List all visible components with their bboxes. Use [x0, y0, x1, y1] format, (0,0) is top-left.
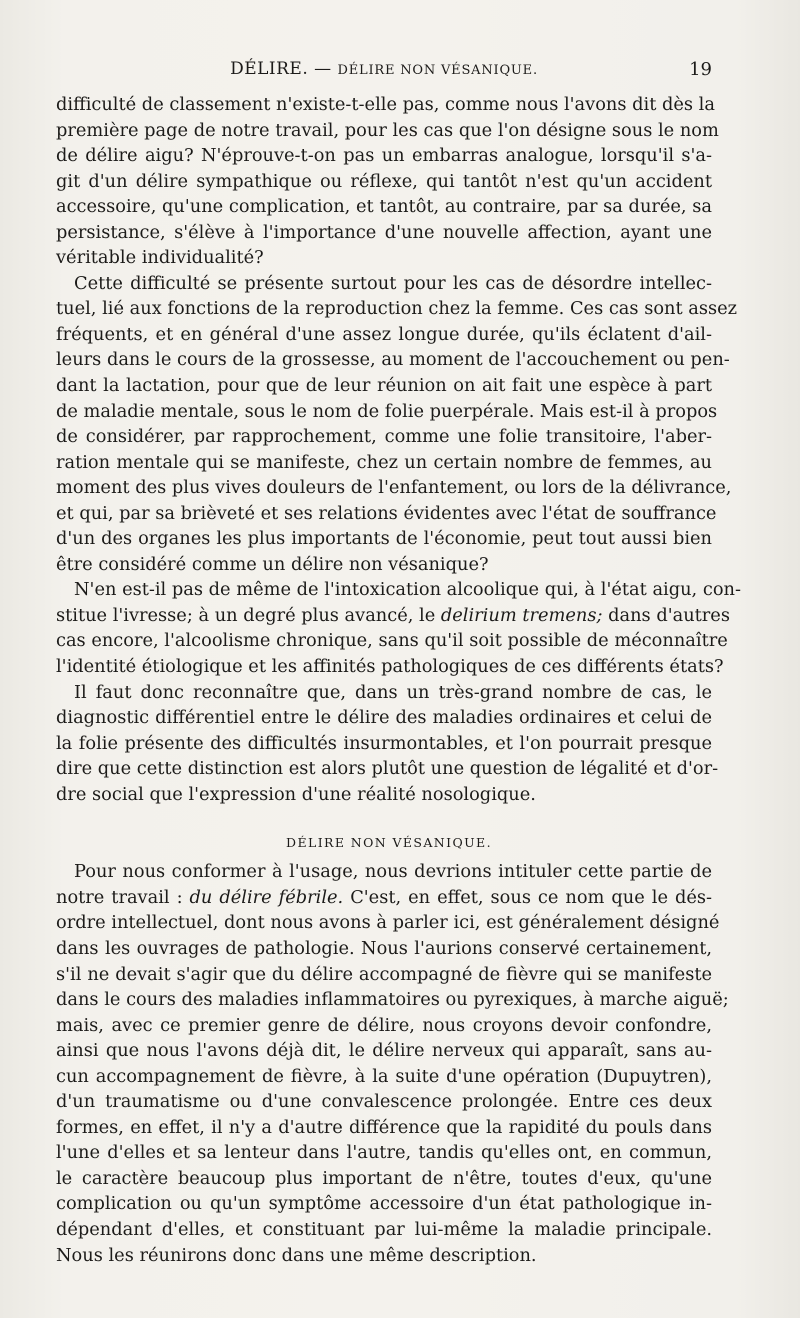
- text-line: Il faut donc reconnaître que, dans un très-grand nombre de cas, le: [74, 681, 712, 703]
- paragraph-4: [56, 680, 719, 808]
- text-line: tuel, lié aux fonctions de la reproduction chez la femme. Ces cas sont assez: [56, 298, 738, 320]
- paragraph-2: [56, 271, 738, 578]
- text-line: la folie présente des difficultés insurmontables, et l'on pourrait presque: [56, 732, 712, 754]
- text-line: et qui, par sa brièveté et ses relations évidentes avec l'état de souffrance: [56, 502, 717, 524]
- italic-term: delirium tremens;: [440, 604, 603, 626]
- spacer: [56, 807, 712, 827]
- text-line: le caractère beaucoup plus important de n'être, toutes d'eux, qu'une: [56, 1167, 712, 1189]
- text-line: accessoire, qu'une complication, et tantôt, au contraire, par sa durée, sa: [56, 196, 712, 218]
- text-line: de maladie mentale, sous le nom de folie puerpérale. Mais est-il à propos: [56, 400, 718, 422]
- text-line: ration mentale qui se manifeste, chez un certain nombre de femmes, au: [56, 451, 712, 473]
- text-line: dépendant d'elles, et constituant par lui-même la maladie principale.: [56, 1218, 712, 1240]
- text-line: leurs dans le cours de la grossesse, au moment de l'accouchement ou pen-: [56, 349, 730, 371]
- text-line: l'une d'elles et sa lenteur dans l'autre, tandis qu'elles ont, en commun,: [56, 1142, 712, 1164]
- text-line: [56, 885, 712, 911]
- text-line: persistance, s'élève à l'importance d'une nouvelle affection, ayant une: [56, 221, 712, 243]
- text-line: l'identité étiologique et les affinités pathologiques de ces différents états?: [56, 656, 724, 678]
- running-title-section: DÉLIRE NON VÉSANIQUE.: [337, 63, 538, 78]
- text-line: première page de notre travail, pour les cas que l'on désigne sous le nom: [56, 119, 719, 141]
- text-line: diagnostic différentiel entre le délire des maladies ordinaires et celui de: [56, 707, 712, 729]
- text-line: de considérer, par rapprochement, comme une folie transitoire, l'aber-: [56, 426, 712, 448]
- text-run: stitue l'ivresse; à un degré plus avancé, le: [56, 604, 441, 626]
- text-line: git d'un délire sympathique ou réflexe, qui tantôt n'est qu'un accident: [56, 170, 712, 192]
- text-line: être considéré comme un délire non vésanique?: [56, 553, 489, 575]
- text-line: N'en est-il pas de même de l'intoxication alcoolique qui, à l'état aigu, con-: [74, 579, 741, 601]
- text-line: Nous les réunirons donc dans une même description.: [56, 1244, 537, 1266]
- text-line: d'un traumatisme ou d'une convalescence prolongée. Entre ces deux: [56, 1091, 712, 1113]
- text-line: complication ou qu'un symptôme accessoire d'un état pathologique in-: [56, 1193, 712, 1215]
- text-line: dire que cette distinction est alors plutôt une question de légalité et d'or-: [56, 758, 719, 780]
- text-line: [56, 603, 730, 629]
- running-title-main: DÉLIRE. —: [230, 59, 338, 79]
- running-header: [56, 59, 712, 85]
- text-run: notre travail :: [56, 886, 190, 908]
- italic-term: du délire fébrile.: [189, 886, 344, 908]
- text-line: ordre intellectuel, dont nous avons à parler ici, est généralement désigné: [56, 912, 720, 934]
- text-line: véritable individualité?: [56, 247, 264, 269]
- text-line: dans les ouvrages de pathologie. Nous l'aurions conservé certainement,: [56, 937, 712, 959]
- text-line: s'il ne devait s'agir que du délire accompagné de fièvre qui se manifeste: [56, 963, 712, 985]
- text-run: C'est, en effet, sous ce nom que le dés-: [343, 886, 712, 908]
- text-line: ainsi que nous l'avons déjà dit, le délire nerveux qui apparaît, sans au-: [56, 1040, 712, 1062]
- page-number: 19: [689, 59, 712, 80]
- text-line: fréquents, et en général d'une assez longue durée, qu'ils éclatent d'ail-: [56, 323, 712, 345]
- text-line: difficulté de classement n'existe-t-elle pas, comme nous l'avons dit dès la: [56, 94, 715, 115]
- paragraph-1: [56, 92, 719, 271]
- text-line: dant la lactation, pour que de leur réunion on ait fait une espèce à part: [56, 375, 712, 397]
- text-line: formes, en effet, il n'y a d'autre différence que la rapidité du pouls dans: [56, 1116, 712, 1138]
- text-line: d'un des organes les plus importants de l'économie, peut tout aussi bien: [56, 528, 712, 550]
- text-run: dans d'autres: [602, 604, 730, 626]
- text-line: de délire aigu? N'éprouve-t-on pas un embarras analogue, lorsqu'il s'a-: [56, 145, 712, 167]
- text-line: cas encore, l'alcoolisme chronique, sans qu'il soit possible de méconnaître: [56, 630, 728, 652]
- text-line: Pour nous conformer à l'usage, nous devrions intituler cette partie de: [74, 861, 712, 883]
- section-heading: DÉLIRE NON VÉSANIQUE.: [286, 835, 492, 851]
- text-line: mais, avec ce premier genre de délire, nous croyons devoir confondre,: [56, 1014, 712, 1036]
- running-title: [56, 59, 712, 79]
- main-text: [56, 92, 741, 1268]
- text-line: dans le cours des maladies inflammatoires ou pyrexiques, à marche aiguë;: [56, 989, 729, 1011]
- text-line: moment des plus vives douleurs de l'enfantement, ou lors de la délivrance,: [56, 477, 732, 499]
- text-line: cun accompagnement de fièvre, à la suite d'une opération (Dupuytren),: [56, 1065, 712, 1087]
- text-line: Cette difficulté se présente surtout pour les cas de désordre intellec-: [74, 272, 712, 294]
- text-line: dre social que l'expression d'une réalité nosologique.: [56, 783, 536, 805]
- paragraph-3: [56, 577, 741, 679]
- paragraph-5: [56, 859, 729, 1268]
